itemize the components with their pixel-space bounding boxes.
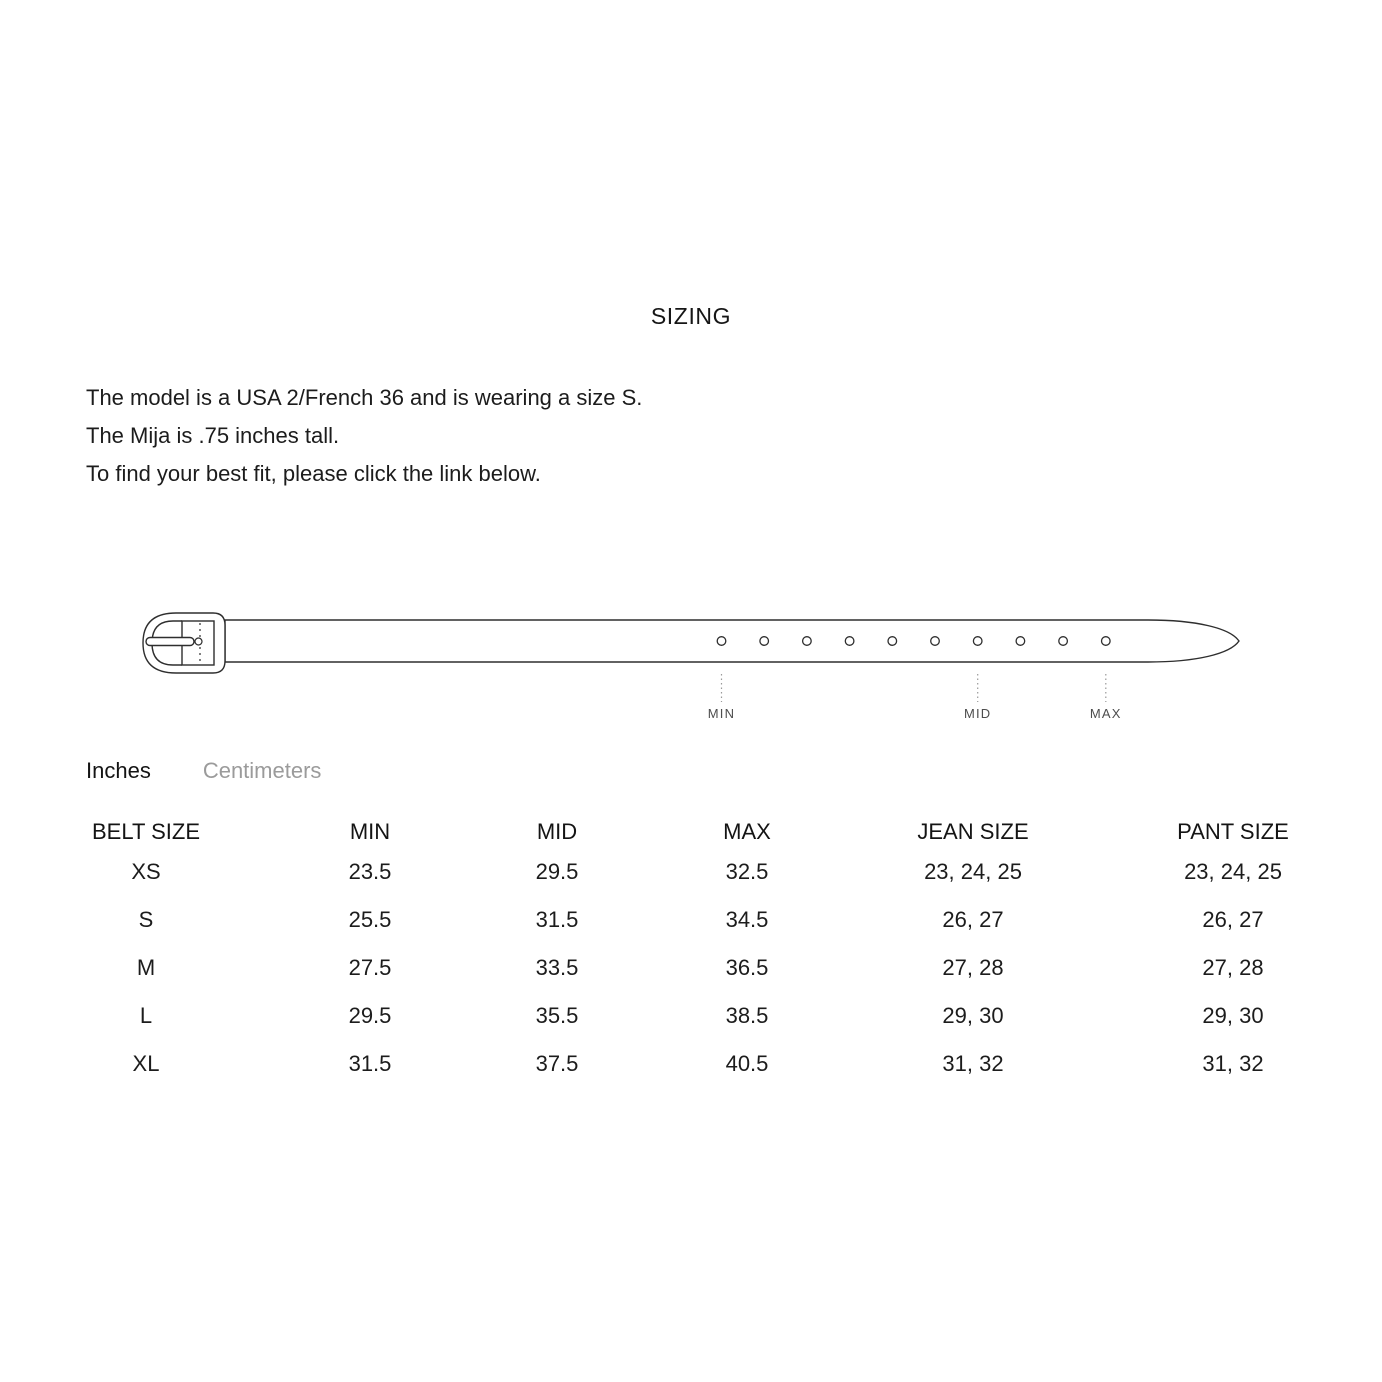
header-min: MIN [349,819,391,844]
intro-text [86,379,642,493]
cell-mid: 29.5 [535,859,579,884]
header-mid: MID [536,819,578,844]
belt-marker-mid-label: MID [963,706,992,721]
cell-mid: 33.5 [535,955,579,980]
page-title: SIZING [650,303,732,329]
header-belt-size: BELT SIZE [91,819,201,844]
cell-pant-size: 27, 28 [1202,955,1264,980]
cell-pant-size: 31, 32 [1202,1051,1264,1076]
cell-max: 34.5 [725,907,769,932]
cell-pant-size: 29, 30 [1202,1003,1264,1028]
belt-hole [845,637,854,646]
belt-hole [1102,637,1111,646]
cell-belt-size: XL [132,1051,160,1076]
intro-line-model: The model is a USA 2/French 36 and is wearing a size S. [86,385,643,410]
table-row-xl [86,1040,1296,1088]
cell-min: 31.5 [348,1051,392,1076]
belt-hole [888,637,897,646]
header-jean-size: JEAN SIZE [917,819,1029,844]
cell-min: 27.5 [348,955,392,980]
belt-marker-lines [722,674,1106,702]
belt-marker-max-label: MAX [1089,706,1122,721]
cell-pant-size: 23, 24, 25 [1184,859,1282,884]
tab-centimeters[interactable]: Centimeters [202,758,322,783]
intro-line-fit: To find your best fit, please click the link below. [86,461,541,486]
belt-hole [931,637,940,646]
cell-min: 23.5 [348,859,392,884]
cell-pant-size: 26, 27 [1202,907,1264,932]
tab-inches[interactable]: Inches [86,758,151,783]
cell-min: 25.5 [348,907,392,932]
cell-min: 29.5 [348,1003,392,1028]
belt-strap [225,620,1239,662]
cell-jean-size: 31, 32 [942,1051,1004,1076]
cell-mid: 31.5 [535,907,579,932]
unit-tabs [86,758,321,784]
cell-belt-size: L [139,1003,153,1028]
cell-belt-size: M [136,955,156,980]
belt-marker-min-label: MIN [707,706,736,721]
belt-hole [717,637,726,646]
cell-mid: 35.5 [535,1003,579,1028]
table-row-xs [86,848,1296,896]
belt-prong-hole [195,638,202,645]
intro-line-height: The Mija is .75 inches tall. [86,423,340,448]
belt-hole [803,637,812,646]
size-table [86,810,1296,1110]
cell-belt-size: S [138,907,154,932]
belt-hole [1059,637,1068,646]
belt-prong [146,638,194,646]
table-row-l [86,992,1296,1040]
cell-max: 36.5 [725,955,769,980]
cell-max: 40.5 [725,1051,769,1076]
header-pant-size: PANT SIZE [1177,819,1289,844]
header-max: MAX [723,819,771,844]
cell-jean-size: 26, 27 [942,907,1004,932]
table-row-m [86,944,1296,992]
table-row-s [86,896,1296,944]
cell-jean-size: 29, 30 [942,1003,1004,1028]
belt-hole [1016,637,1025,646]
belt-diagram [0,560,1382,740]
belt-hole [760,637,769,646]
cell-belt-size: XS [131,859,161,884]
cell-max: 32.5 [725,859,769,884]
cell-jean-size: 23, 24, 25 [924,859,1022,884]
cell-jean-size: 27, 28 [942,955,1004,980]
belt-hole [973,637,982,646]
cell-max: 38.5 [725,1003,769,1028]
cell-mid: 37.5 [535,1051,579,1076]
